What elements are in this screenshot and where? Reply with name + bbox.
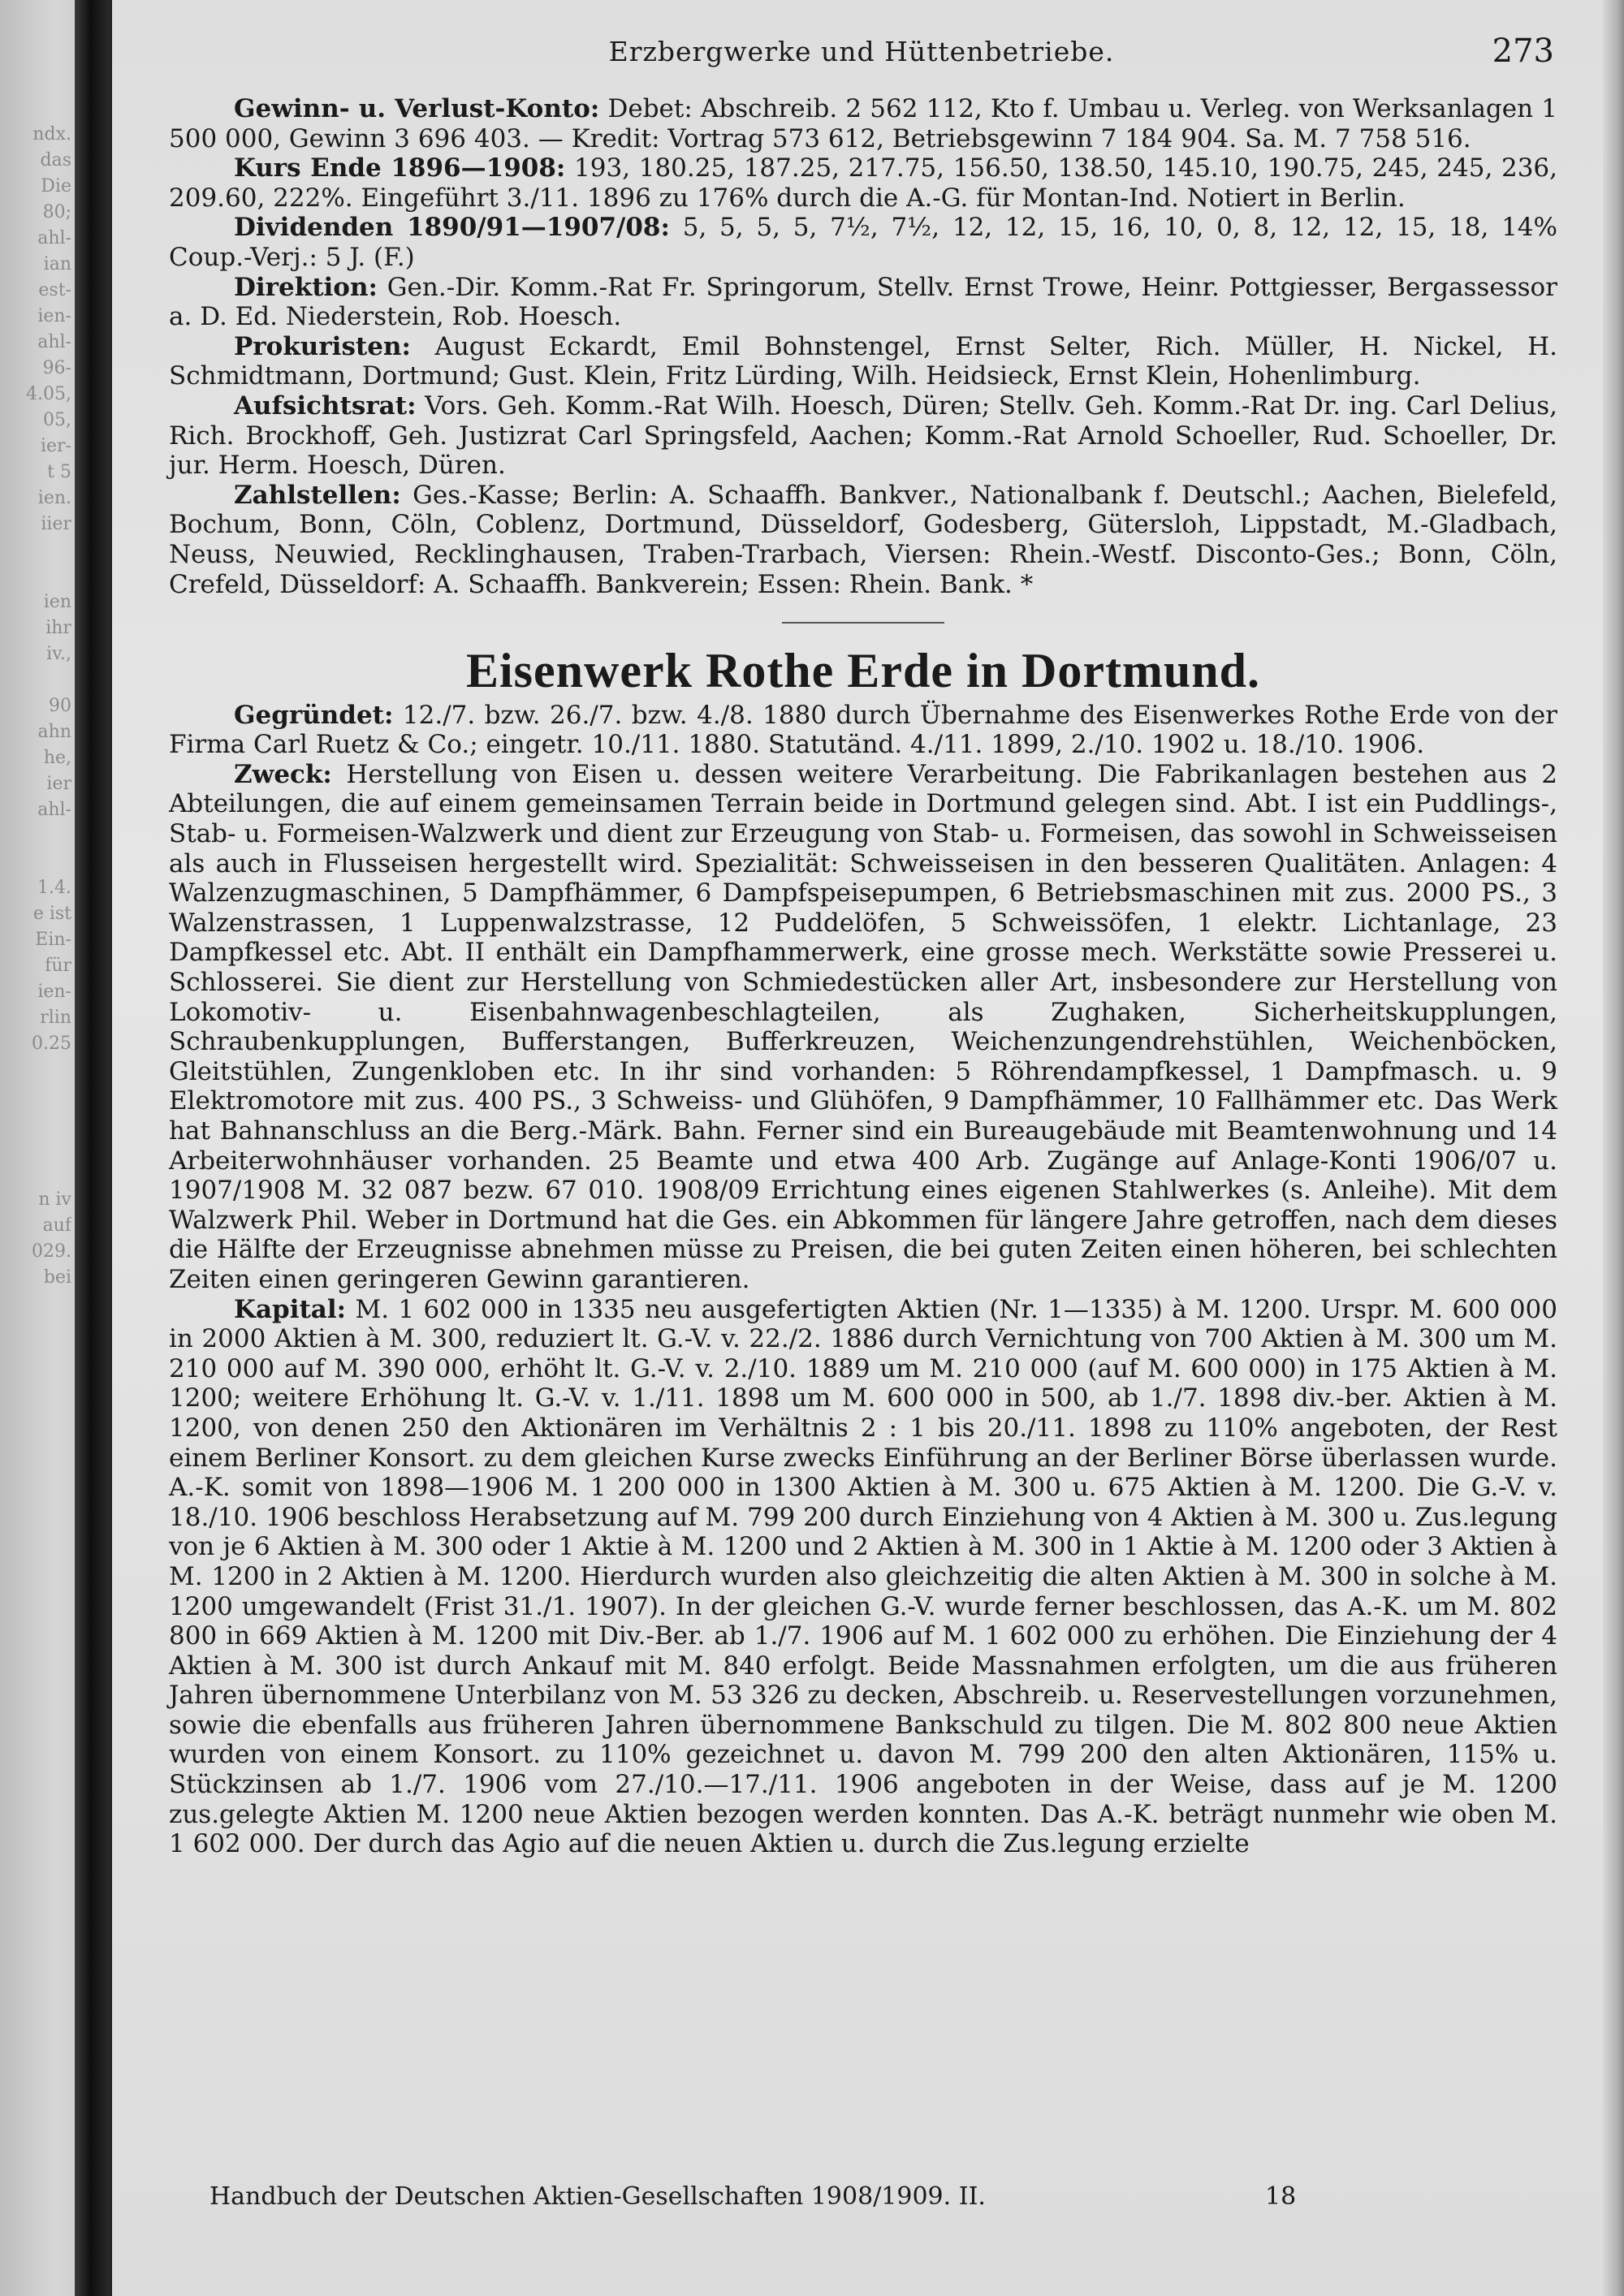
page-content [169,94,1557,1859]
entry-kurs [169,153,1557,213]
facing-page-fragment: ian [43,254,71,274]
page-right-edge [1603,0,1624,2296]
entry-label: Aufsichtsrat: [234,391,417,421]
facing-page-fragment: iier [41,514,71,534]
book-gutter [75,0,110,2296]
facing-page-fragment: he, [43,748,71,768]
facing-page-fragment: t 5 [47,462,71,482]
running-title: Erzbergwerke und Hüttenbetriebe. [608,36,1115,67]
book-page [112,0,1603,2296]
facing-page-fragment: 96- [42,358,71,378]
facing-page-fragment: ien [43,592,71,612]
entry-text: Vors. Geh. Komm.-Rat Wilh. Hoesch, Düren; Stellv. Geh. Komm.-Rat Dr. ing. Carl Delius, Rich. Brockhoff, Geh. Justizrat Carl Springsfeld, Aachen; Komm.-Rat Arnold Schoeller, Rud. Schoeller, Dr. jur. Herm. Hoesch, Düren. [169,391,1557,481]
entry-gegruendet [169,701,1557,760]
facing-page-fragment: ien. [37,488,71,508]
entry-label: Zahlstellen: [234,480,401,510]
facing-page-fragment: 05, [43,410,71,430]
entry-label: Kapital: [234,1294,347,1324]
entry-direktion [169,273,1557,332]
facing-page-fragment: ahl- [37,800,71,820]
entry-text: Herstellung von Eisen u. dessen weitere Verarbeitung. Die Fabrikanlagen bestehen aus 2 Abteilungen, die auf einem gemeinsamen Terrain beide in Dortmund gelegen sind. Abt. I ist ein Puddlings-, Stab- u. Formeisen-Walzwerk und dient zur Erzeugung von Stab- u. Formeisen, das sowohl in Schweisseisen als auch in Flusseisen hergestellt wird. Spezialität: Schweisseisen in den besseren Qualitäten. Anlagen: 4 Walzenzugmaschinen, 5 Dampfhämmer, 6 Dampfspeisepumpen, 6 Betriebsmaschinen mit zus. 2000 PS., 3 Walzenstrassen, 1 Luppenwalzstrasse, 12 Puddelöfen, 5 Schweissöfen, 1 elektr. Lichtanlage, 23 Dampfkessel etc. Abt. II enthält ein Dampfhammerwerk, eine grosse mech. Werkstätte sowie Presserei u. Schlosserei. Sie dient zur Herstellung von Schmiedestücken aller Art, insbesondere zur Herstellung von Lokomotiv- u. Eisenbahnwagenbeschlagteilen, als Zughaken, Sicherheitskupplungen, Schraubenkupplungen, Bufferstangen, Bufferkreuzen, Weichenzungendrehstühlen, Weichenböcken, Gleitstühlen, Zungenkloben etc. In ihr sind vorhanden: 5 Röhrendampfkessel, 1 Dampfmasch. u. 9 Elektromotore mit zus. 400 PS., 3 Schweiss- und Glühöfen, 9 Dampfhämmer, 10 Fallhämmer etc. Das Werk hat Bahnanschluss an die Berg.-Märk. Bahn. Ferner sind ein Bureaugebäude mit Beamtenwohnung und 14 Arbeiterwohnhäuser vorhanden. 25 Beamte und etwa 400 Arb. Zugänge auf Anlage-Konti 1906/07 u. 1907/1908 M. 32 087 bezw. 67 010. 1908/09 Errichtung eines eigenen Stahlwerkes (s. Anleihe). Mit dem Walzwerk Phil. Weber in Dortmund hat die Ges. ein Abkommen für längere Jahre getroffen, nach dem dieses die Hälfte der Erzeugnisse abnehmen müsse zu Preisen, die bei guten Zeiten einen höheren, bei schlechten Zeiten einen geringeren Gewinn garantieren. [169,759,1557,1294]
facing-page-fragment [0,537,71,563]
facing-page-fragment: ahl- [37,228,71,248]
facing-page-fragment [0,1135,71,1161]
facing-page-fragment: 029. [32,1241,71,1262]
entry-label: Gewinn- u. Verlust-Konto: [234,94,600,123]
entry-zweck [169,760,1557,1295]
facing-page-fragment: iv., [46,644,71,664]
facing-page-fragment: ahl- [37,332,71,352]
facing-page-fragment: ier [46,774,71,794]
facing-page-fragment: est- [38,280,71,300]
entry-kapital [169,1295,1557,1859]
facing-page-fragment: ahn [37,722,71,742]
facing-page-fragment: ihr [45,618,71,638]
entry-aufsichtsrat [169,391,1557,481]
entry-zahlstellen [169,481,1557,599]
page-number: 273 [1492,32,1554,70]
entry-label: Zweck: [234,759,332,789]
facing-page-fragment: das [40,150,71,170]
facing-page-fragment: für [45,956,71,976]
facing-page-fragment: ndx. [32,124,71,145]
entry-text: Gen.-Dir. Komm.-Rat Fr. Springorum, Stellv. Ernst Trowe, Heinr. Pottgiesser, Bergassessor a. D. Ed. Niederstein, Rob. Hoesch. [169,272,1557,332]
facing-page-fragment: 80; [42,202,71,222]
facing-page-fragment: n iv [38,1189,71,1210]
facing-page-fragment [0,1161,71,1187]
facing-page-fragment [0,667,71,693]
facing-page-fragment: 1.4. [37,878,71,898]
facing-page-fragments [0,122,71,1291]
footer-signature: 18 [1265,2182,1297,2211]
entry-text: Debet: Abschreib. 2 562 112, Kto f. Umbau u. Verleg. von Werksanlagen 1 500 000, Gewinn 3 696 403. — Kredit: Vortrag 573 612, Betriebsgewinn 7 184 904. Sa. M. 7 758 516. [169,94,1557,153]
entry-text: 12./7. bzw. 26./7. bzw. 4./8. 1880 durch Übernahme des Eisenwerkes Rothe Erde von der Firma Carl Ruetz & Co.; eingetr. 10./11. 1880. Statutänd. 4./11. 1899, 2./10. 1902 u. 18./10. 1906. [169,700,1557,760]
facing-page-fragment: Ein- [35,930,71,950]
running-header [169,32,1554,71]
facing-page-fragment: ien- [37,982,71,1002]
facing-page-fragment [0,1109,71,1135]
facing-page-fragment: ien- [37,306,71,326]
facing-page-fragment: bei [43,1267,71,1288]
section-divider [782,622,944,624]
entry-gewinn [169,94,1557,153]
facing-page-fragment [0,563,71,589]
entry-label: Kurs Ende 1896—1908: [234,153,566,183]
entry-label: Gegründet: [234,700,394,730]
facing-page-fragment: Die [41,176,71,196]
entry-text: August Eckardt, Emil Bohnstengel, Ernst Selter, Rich. Müller, H. Nickel, H. Schmidtmann, Dortmund; Gust. Klein, Fritz Lürding, Wilh. Heidsieck, Ernst Klein, Hohenlimburg. [169,331,1557,391]
facing-page-fragment: 90 [49,696,71,716]
entry-dividenden [169,213,1557,272]
facing-page-fragment [0,823,71,849]
facing-page-fragment: ier- [40,436,71,456]
facing-page-fragment [0,1083,71,1109]
entry-text: 5, 5, 5, 5, 7½, 7½, 12, 12, 15, 16, 10, 0, 8, 12, 12, 15, 18, 14% Coup.-Verj.: 5 J. (F.) [169,213,1557,272]
facing-page-fragment: 4.05, [26,384,71,404]
entry-text: M. 1 602 000 in 1335 neu ausgefertigten Aktien (Nr. 1—1335) à M. 1200. Urspr. M. 600 000 in 2000 Aktien à M. 300, reduziert lt. G.-V. v. 22./2. 1886 durch Vernichtung von 700 Aktien à M. 300 um M. 210 000 auf M. 390 000, erhöht lt. G.-V. v. 2./10. 1889 um M. 210 000 (auf M. 600 000) in 175 Aktien à M. 1200; weitere Erhöhung lt. G.-V. v. 1./11. 1898 um M. 600 000 in 500, ab 1./7. 1898 div.-ber. Aktien à M. 1200, von denen 250 den Aktionären im Verhältnis 2 : 1 bis 20./11. 1898 zu 110% angeboten, der Rest einem Berliner Konsort. zu dem gleichen Kurse zwecks Einführung an der Berliner Börse überlassen wurde. A.-K. somit von 1898—1906 M. 1 200 000 in 1300 Aktien à M. 300 u. 675 Aktien à M. 1200. Die G.-V. v. 18./10. 1906 beschloss Herabsetzung auf M. 799 200 durch Einziehung von 4 Aktien à M. 300 u. Zus.legung von je 6 Aktien à M. 300 oder 1 Aktie à M. 1200 und 2 Aktien à M. 300 in 1 Aktie à M. 1200 oder 3 Aktien à M. 1200 in 2 Aktien à M. 1200. Hierdurch wurden also gleichzeitig die alten Aktien à M. 300 in solche à M. 1200 umgewandelt (Frist 31./1. 1907). In der gleichen G.-V. wurde ferner beschlossen, das A.-K. um M. 802 800 in 669 Aktien à M. 1200 mit Div.-Ber. ab 1./7. 1906 auf M. 1 602 000 zu erhöhen. Die Einziehung der 4 Aktien à M. 300 ist durch Ankauf mit M. 840 erfolgt. Beide Massnahmen erfolgten, um die aus früheren Jahren übernommene Unterbilanz von M. 53 326 zu decken, Abschreib. u. Reservestellungen vorzunehmen, sowie die ebenfalls aus früheren Jahren übernommene Bankschuld zu tilgen. Die M. 802 800 neue Aktien wurden von einem Konsort. zu 110% gezeichnet u. davon M. 799 200 den alten Aktionären, 115% u. Stückzinsen ab 1./7. 1906 vom 27./10.—17./11. 1906 angeboten in der Weise, dass auf je M. 1200 zus.gelegte Aktien M. 1200 neue Aktien bezogen werden konnten. Das A.-K. beträgt nunmehr wie oben M. 1 602 000. Der durch das Agio auf die neuen Aktien u. durch die Zus.legung erzielte [169,1294,1558,1859]
entry-text: Ges.-Kasse; Berlin: A. Schaaffh. Bankver., Nationalbank f. Deutschl.; Aachen, Bielefeld, Bochum, Bonn, Cöln, Coblenz, Dortmund, Düsseldorf, Godesberg, Gütersloh, Lippstadt, M.-Gladbach, Neuss, Neuwied, Recklinghausen, Traben-Trarbach, Viersen: Rhein.-Westf. Disconto-Ges.; Bonn, Cöln, Crefeld, Düsseldorf: A. Schaaffh. Bankverein; Essen: Rhein. Bank. * [169,480,1557,599]
facing-page-fragment [0,1057,71,1083]
facing-page-fragment: auf [42,1215,71,1236]
facing-page-fragment: rlin [40,1008,71,1028]
page-footer [209,2182,1590,2215]
facing-page-fragment: 0.25 [32,1034,71,1054]
entry-label: Prokuristen: [234,331,411,361]
footer-source: Handbuch der Deutschen Aktien-Gesellschaften 1908/1909. II. [209,2182,986,2211]
facing-page-fragment: e ist [32,904,71,924]
facing-page-fragment [0,849,71,875]
entry-prokuristen [169,332,1557,391]
company-heading: Eisenwerk Rothe Erde in Dortmund. [465,644,1261,698]
entry-label: Dividenden 1890/91—1907/08: [234,213,670,243]
entry-label: Direktion: [234,272,378,302]
entry-text: 193, 180.25, 187.25, 217.75, 156.50, 138.50, 145.10, 190.75, 245, 245, 236, 209.60, 222%. Eingeführt 3./11. 1896 zu 176% durch die A.-G. für Montan-Ind. Notiert in Berlin. [169,153,1557,213]
